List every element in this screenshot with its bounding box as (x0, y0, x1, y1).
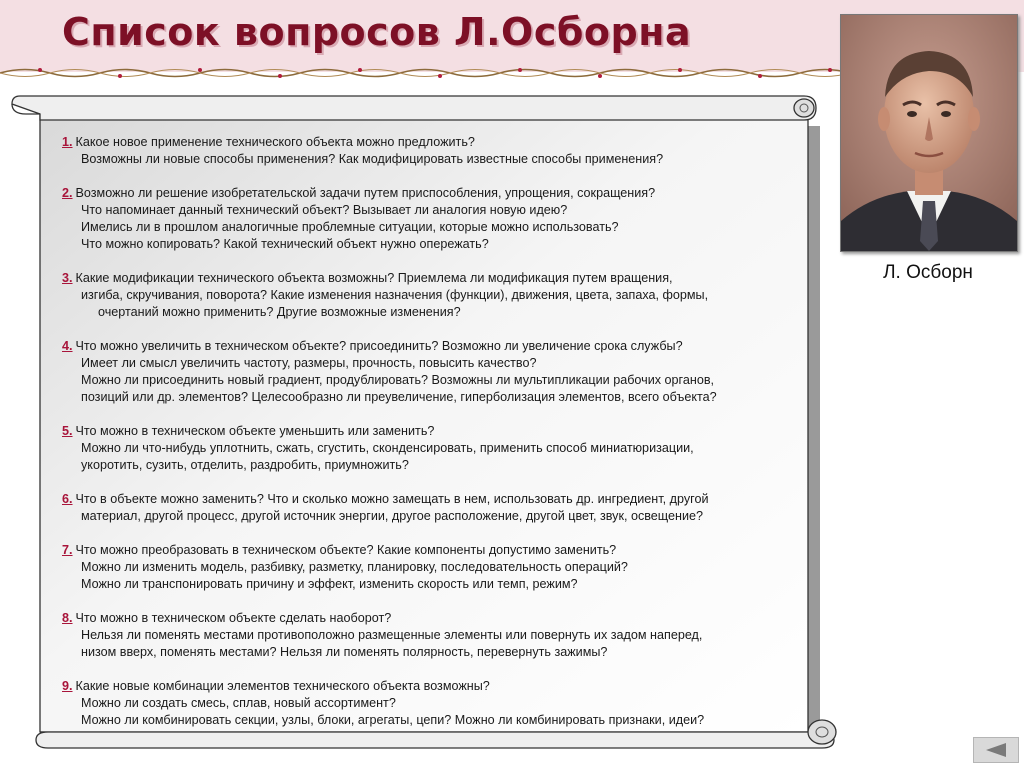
question-line: 1. Какое новое применение технического объекта можно предложить? (62, 135, 475, 149)
question-line: Что напоминает данный технический объект? Вызывает ли аналогия новую идею? (81, 203, 568, 217)
question-3 (62, 270, 822, 321)
question-line: Можно ли комбинировать секции, узлы, блоки, агрегаты, цепи? Можно ли комбинировать признаки, идеи? (81, 713, 705, 727)
question-line: очертаний можно применить? Другие возможные изменения? (98, 305, 461, 319)
question-line: Можно ли транспонировать причину и эффект, изменить скорость или темп, режим? (81, 577, 578, 591)
portrait-photo (840, 14, 1018, 252)
question-number: 5. (62, 424, 73, 438)
question-line: Что можно копировать? Какой технический объект нужно опережать? (81, 237, 489, 251)
question-line: Нельзя ли поменять местами противоположно размещенные элементы или повернуть их задом наперед, (81, 628, 703, 642)
question-line: 2. Возможно ли решение изобретательской задачи путем приспособления, упрощения, сокращения? (62, 186, 656, 200)
back-button[interactable] (973, 737, 1019, 763)
question-number: 9. (62, 679, 73, 693)
question-line: 3. Какие модификации технического объекта возможны? Приемлема ли модификация путем вращения, (62, 271, 673, 285)
question-line: Можно ли присоединить новый градиент, продублировать? Возможны ли мультипликации рабочих органов, (81, 373, 715, 387)
question-number: 1. (62, 135, 73, 149)
question-line: 5. Что можно в техническом объекте уменьшить или заменить? (62, 424, 435, 438)
question-number: 2. (62, 186, 73, 200)
question-5 (62, 423, 822, 474)
question-line: 6. Что в объекте можно заменить? Что и сколько можно замещать в нем, использовать др. ингредиент, другой (62, 492, 709, 506)
question-number: 3. (62, 271, 73, 285)
question-line: 8. Что можно в техническом объекте сделать наоборот? (62, 611, 392, 625)
question-line: укоротить, сузить, отделить, раздробить, приумножить? (81, 458, 409, 472)
question-line: материал, другой процесс, другой источник энергии, другое расположение, другой цвет, звук, освещение? (81, 509, 704, 523)
question-line: 4. Что можно увеличить в техническом объекте? присоединить? Возможно ли увеличение срока службы? (62, 339, 683, 353)
page-title: Список вопросов Л.Осборна (62, 10, 692, 54)
question-line: позиций или др. элементов? Целесообразно ли преувеличение, гиперболизация элементов, всего объекта? (81, 390, 717, 404)
question-line: Имеет ли смысл увеличить частоту, размеры, прочность, повысить качество? (81, 356, 537, 370)
question-line: Можно ли создать смесь, сплав, новый ассортимент? (81, 696, 396, 710)
question-9 (62, 678, 822, 729)
question-line: Можно ли изменить модель, разбивку, разметку, планировку, последовательность операций? (81, 560, 628, 574)
question-line: 9. Какие новые комбинации элементов технического объекта возможны? (62, 679, 490, 693)
question-line: Имелись ли в прошлом аналогичные проблемные ситуации, которые можно использовать? (81, 220, 619, 234)
question-6 (62, 491, 822, 525)
question-number: 6. (62, 492, 73, 506)
question-number: 7. (62, 543, 73, 557)
ornamental-vine-divider-icon (0, 64, 850, 82)
question-4 (62, 338, 822, 406)
question-1 (62, 134, 822, 168)
question-line: Можно ли что-нибудь уплотнить, сжать, сгустить, сконденсировать, применить способ миниатюризации, (81, 441, 694, 455)
question-line: Возможны ли новые способы применения? Как модифицировать известные способы применения? (81, 152, 664, 166)
question-number: 8. (62, 611, 73, 625)
triangle-left-icon (984, 742, 1008, 758)
question-number: 4. (62, 339, 73, 353)
question-line: 7. Что можно преобразовать в техническом объекте? Какие компоненты допустимо заменить? (62, 543, 617, 557)
questions-list (62, 134, 822, 729)
question-line: изгиба, скручивания, поворота? Какие изменения назначения (функции), движения, цвета, запаха, формы, (81, 288, 709, 302)
question-2 (62, 185, 822, 253)
question-8 (62, 610, 822, 661)
portrait-caption: Л. Осборн (883, 262, 973, 283)
question-7 (62, 542, 822, 593)
question-line: низом вверх, поменять местами? Нельзя ли поменять полярность, перевернуть зажимы? (81, 645, 608, 659)
